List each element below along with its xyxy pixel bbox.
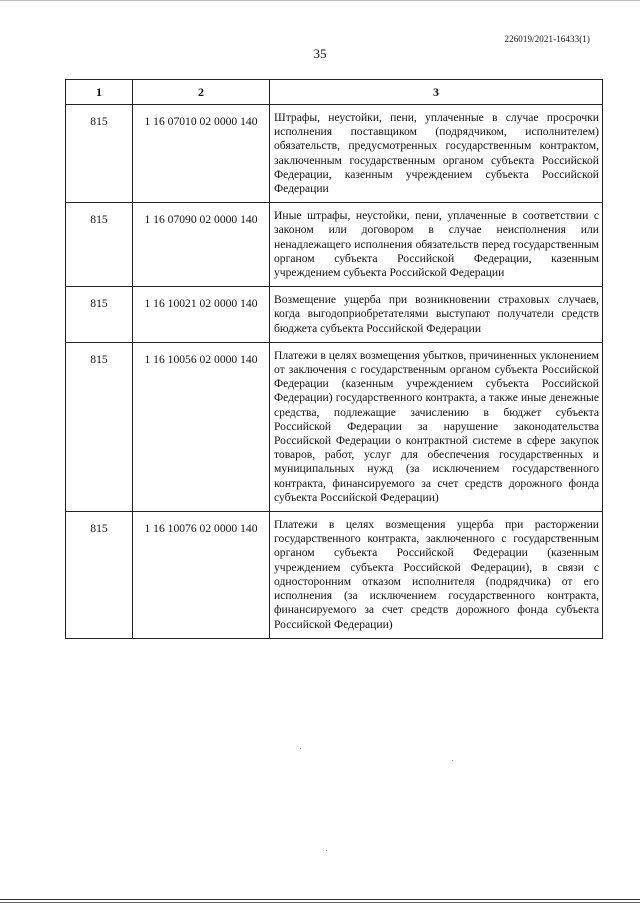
document-id: 226019/2021-16433(1) bbox=[504, 34, 590, 44]
table-header-row bbox=[66, 80, 603, 105]
kbk-code-cell: 1 16 10056 02 0000 140 bbox=[133, 342, 270, 511]
column-header-2: 2 bbox=[133, 80, 270, 105]
description-cell: Платежи в целях возмещения ущерба при расторжении государственного контракта, заключенного с государственным органом субъекта Российской Федерации (казенным учреждением субъекта Российской Федерации), в связи с односторонним отказом исполнителя (подрядчика) от его исполнения (за исключением государственного контракта, финансируемого за счет средств дорожного фонда субъекта Российской Федерации) bbox=[270, 512, 603, 639]
scan-speck bbox=[300, 748, 301, 749]
kbk-code-cell: 1 16 07090 02 0000 140 bbox=[133, 203, 270, 287]
budget-codes-table bbox=[65, 79, 603, 639]
description-cell: Возмещение ущерба при возникновении страховых случаев, когда выгодоприобретателями выступают получатели средств бюджета субъекта Российской Федерации bbox=[270, 287, 603, 343]
table-row bbox=[66, 105, 603, 203]
description-cell: Платежи в целях возмещения убытков, причиненных уклонением от заключения с государственным органом субъекта Российской Федерации (казенным учреждением субъекта Российской Федерации) государственного контракта, а также иные денежные средства, подлежащие зачислению в бюджет субъекта Российской Федерации за нарушение законодательства Российской Федерации о контрактной системе в сфере закупок товаров, работ, услуг для обеспечения государственных и муниципальных нужд (за исключением государственного контракта, финансируемого за счет средств дорожного фонда субъекта Российской Федерации) bbox=[270, 342, 603, 511]
scan-speck bbox=[452, 760, 453, 761]
description-cell: Иные штрафы, неустойки, пени, уплаченные в соответствии с законом или договором в случае неисполнения или ненадлежащего исполнения обязательств перед государственным органом субъекта Российской Федерации, казенным учреждением субъекта Российской Федерации bbox=[270, 203, 603, 287]
admin-code-cell: 815 bbox=[66, 203, 133, 287]
scan-edge-bottom bbox=[0, 899, 640, 900]
admin-code-cell: 815 bbox=[66, 105, 133, 203]
admin-code-cell: 815 bbox=[66, 342, 133, 511]
kbk-code-cell: 1 16 10021 02 0000 140 bbox=[133, 287, 270, 343]
table-row bbox=[66, 512, 603, 639]
kbk-code-cell: 1 16 10076 02 0000 140 bbox=[133, 512, 270, 639]
table-row bbox=[66, 287, 603, 343]
scan-edge-bottom-shadow bbox=[0, 902, 640, 903]
table-row bbox=[66, 203, 603, 287]
column-header-3: 3 bbox=[270, 80, 603, 105]
scan-edge-top bbox=[0, 0, 640, 1]
admin-code-cell: 815 bbox=[66, 512, 133, 639]
description-cell: Штрафы, неустойки, пени, уплаченные в случае просрочки исполнения поставщиком (подрядчиком, исполнителем) обязательств, предусмотренных государственным контрактом, заключенным государственным органом субъекта Российской Федерации, казенным учреждением субъекта Российской Федерации bbox=[270, 105, 603, 203]
page-number: 35 bbox=[313, 46, 327, 61]
admin-code-cell: 815 bbox=[66, 287, 133, 343]
scan-speck bbox=[326, 850, 327, 851]
table-row bbox=[66, 342, 603, 511]
kbk-code-cell: 1 16 07010 02 0000 140 bbox=[133, 105, 270, 203]
column-header-1: 1 bbox=[66, 80, 133, 105]
